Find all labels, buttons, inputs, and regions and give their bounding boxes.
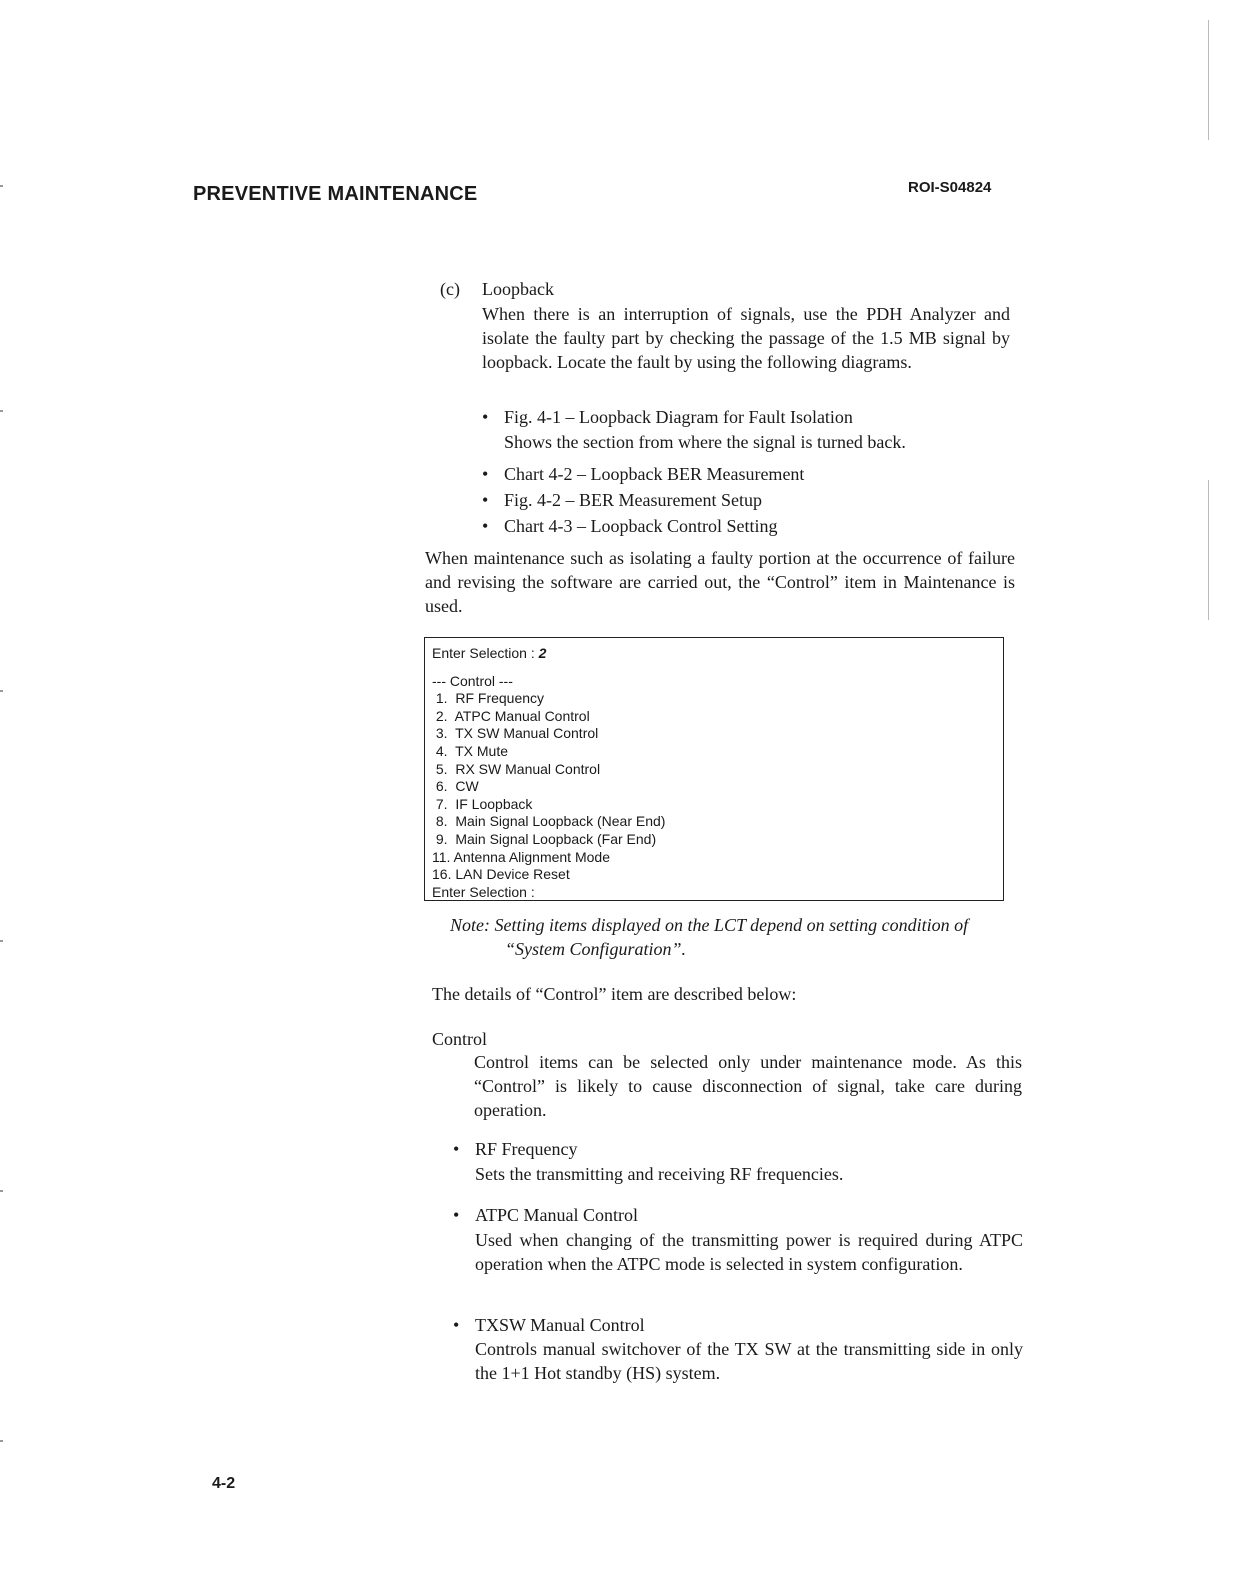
scan-artifact [0,940,3,942]
bullet-icon: • [482,407,489,427]
list-item: • TXSW Manual Control [453,1315,645,1335]
item-description: Controls manual switchover of the TX SW at the transmitting side in only the 1+1 Hot standby (HS) system. [475,1339,1023,1383]
item-description: Sets the transmitting and receiving RF frequencies. [475,1164,844,1184]
note-line-2: “System Configuration”. [505,939,687,959]
scan-artifact [0,1190,3,1192]
console-menu-item: 1. RF Frequency [432,690,545,707]
note-line-1: Note: Setting items displayed on the LCT depend on setting condition of [450,915,969,935]
details-intro: The details of “Control” item are described below: [432,984,797,1004]
page-header-title: PREVENTIVE MAINTENANCE [193,183,478,205]
page-number: 4-2 [212,1475,236,1492]
list-item-subtext: Shows the section from where the signal is turned back. [504,432,906,452]
console-menu-item: 7. IF Loopback [432,795,533,812]
bullet-icon: • [453,1139,460,1159]
console-prompt: Enter Selection : 2 [432,645,547,661]
bullet-icon: • [482,490,489,510]
console-menu-item: 4. TX Mute [432,742,508,759]
console-menu-title: --- Control --- [432,672,513,689]
list-item: • Chart 4-3 – Loopback Control Setting [482,516,778,536]
list-item: • Fig. 4-1 – Loopback Diagram for Fault Isolation [482,407,853,427]
section-heading: Loopback [482,279,554,299]
console-menu-item: 11. Antenna Alignment Mode [432,848,610,865]
console-menu-item: 16. LAN Device Reset [432,866,570,883]
scan-artifact [0,410,3,412]
console-menu-item: 8. Main Signal Loopback (Near End) [432,813,666,830]
item-description: Used when changing of the transmitting power is required during ATPC operation when the ATPC mode is selected in system configuration. [475,1230,1023,1274]
bullet-icon: • [482,464,489,484]
list-item: • Chart 4-2 – Loopback BER Measurement [482,464,805,484]
bullet-icon: • [453,1205,460,1225]
console-menu-item: 3. TX SW Manual Control [432,725,599,742]
console-menu-item: 2. ATPC Manual Control [432,707,590,724]
document-number: ROI-S04824 [908,179,992,196]
list-item: • RF Frequency [453,1139,578,1159]
note [450,913,1030,961]
loopback-paragraph: When there is an interruption of signals, use the PDH Analyzer and isolate the faulty part by checking the passage of the 1.5 MB signal by loopback. Locate the fault by using the following diagrams. [482,304,1010,372]
scan-artifact [0,690,3,692]
scan-artifact [0,185,3,187]
bullet-icon: • [453,1315,460,1335]
console-menu-item: 6. CW [432,778,479,795]
scan-artifact [0,1440,3,1442]
console-final-prompt: Enter Selection : [432,883,535,900]
scan-artifact [1208,480,1209,620]
control-heading: Control [432,1029,488,1049]
console-prompt-value: 2 [538,645,547,661]
bullet-icon: • [482,516,489,536]
console-menu-item: 5. RX SW Manual Control [432,760,601,777]
console-menu-item: 9. Main Signal Loopback (Far End) [432,830,657,847]
section-label: (c) [440,279,460,299]
list-item: • ATPC Manual Control [453,1205,639,1225]
control-paragraph: Control items can be selected only under maintenance mode. As this “Control” is likely to cause disconnection of signal, take care during operation. [474,1052,1022,1120]
list-item: • Fig. 4-2 – BER Measurement Setup [482,490,762,510]
scan-artifact [1208,20,1209,140]
lct-console-screen [424,637,1004,901]
maintenance-paragraph: When maintenance such as isolating a faulty portion at the occurrence of failure and revising the software are carried out, the “Control” item in Maintenance is used. [425,548,1015,616]
